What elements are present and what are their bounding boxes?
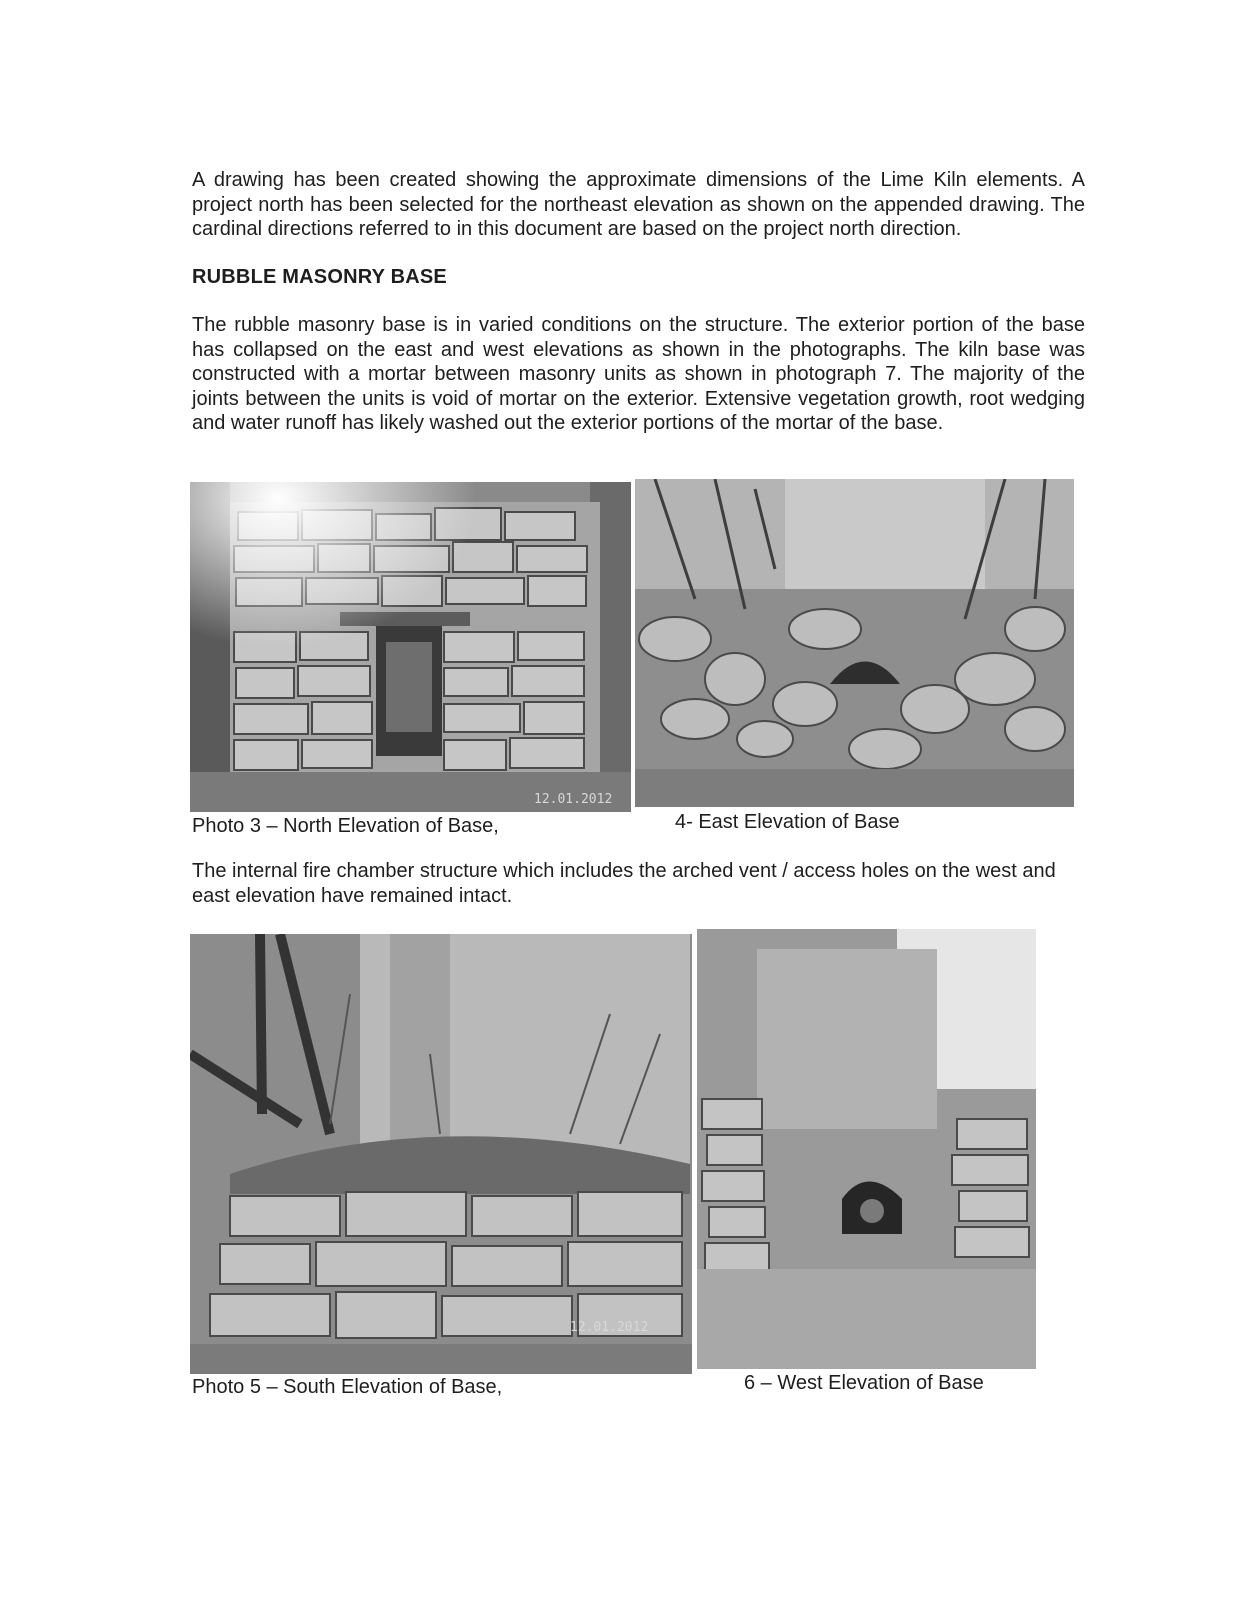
photo-south-date-stamp: 12.01.2012 bbox=[570, 1320, 649, 1335]
photo-north-date-stamp: 12.01.2012 bbox=[534, 792, 613, 807]
section-heading: RUBBLE MASONRY BASE bbox=[192, 266, 447, 288]
fire-chamber-paragraph: The internal fire chamber structure which includes the arched vent / access holes on the west and east elevation have remained intact. bbox=[192, 860, 1056, 907]
photo-west-elevation bbox=[697, 929, 1036, 1369]
photo-north-caption: Photo 3 – North Elevation of Base, bbox=[192, 815, 499, 837]
photo-east-caption: 4- East Elevation of Base bbox=[675, 811, 900, 833]
photo-east-elevation bbox=[635, 479, 1074, 807]
intro-paragraph: A drawing has been created showing the approximate dimensions of the Lime Kiln elements. A project north has been selected for the northeast elevation as shown on the appended drawing. The cardinal directions referred to in this document are based on the project north direction. bbox=[192, 169, 1085, 240]
photo-south-caption: Photo 5 – South Elevation of Base, bbox=[192, 1376, 503, 1398]
photo-south-elevation bbox=[190, 934, 692, 1374]
photo-west-caption: 6 – West Elevation of Base bbox=[744, 1372, 984, 1394]
photo-north-elevation bbox=[190, 482, 631, 812]
base-condition-paragraph: The rubble masonry base is in varied conditions on the structure. The exterior portion of the base has collapsed on the east and west elevations as shown in the photographs. The kiln base was constructed with a mortar between masonry units as shown in photograph 7. The majority of the joints between the units is void of mortar on the exterior. Extensive vegetation growth, root wedging and water runoff has likely washed out the exterior portions of the mortar of the base. bbox=[192, 314, 1085, 434]
